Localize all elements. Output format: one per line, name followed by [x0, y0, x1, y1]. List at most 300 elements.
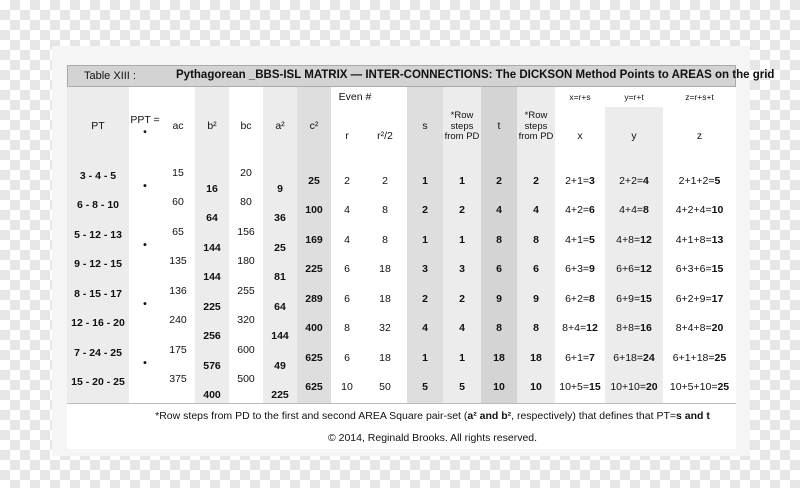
cell-r [331, 285, 363, 315]
cell-pt-text: 7 - 24 - 25 [74, 346, 122, 359]
header-c2: c² [297, 87, 331, 167]
cell-rs1-text: 1 [459, 174, 465, 187]
cell-y [605, 167, 663, 197]
cell-z [663, 197, 736, 227]
cell-b2 [195, 374, 229, 404]
cell-s [407, 315, 443, 345]
header-pt-text: PT [91, 120, 105, 133]
cell-z-expr: 10+5+10= [669, 381, 718, 394]
cell-x-expr: 6+3= [565, 263, 590, 276]
cell-s [407, 226, 443, 256]
cell-z-result: 17 [711, 292, 724, 305]
cell-ppt-text: • [143, 179, 147, 192]
cell-t [481, 167, 517, 197]
cell-z [663, 344, 736, 374]
cell-rs1 [443, 167, 481, 197]
cell-ppt [129, 197, 161, 227]
cell-s-text: 2 [422, 292, 428, 305]
cell-rs1 [443, 197, 481, 227]
cell-r2half [363, 167, 407, 197]
cell-a2-text: 144 [271, 330, 289, 343]
cell-z [663, 374, 736, 404]
cell-t-text: 10 [493, 381, 505, 394]
footnote-text-bold-2: s and t [676, 410, 710, 422]
cell-x-expr: 8+4= [562, 322, 587, 335]
cell-t [481, 256, 517, 286]
cell-y-expr: 10+10= [610, 381, 646, 394]
cell-y-result: 20 [645, 381, 658, 394]
cell-x-result: 15 [589, 381, 601, 394]
cell-x [555, 344, 605, 374]
cell-ac-text: 375 [169, 373, 187, 386]
cell-c2 [297, 167, 331, 197]
cell-r2half-text: 50 [379, 381, 391, 394]
cell-bc-text: 320 [237, 314, 255, 327]
table-divider [67, 403, 736, 404]
cell-ac [161, 226, 195, 256]
cell-pt-text: 3 - 4 - 5 [79, 169, 117, 182]
cell-x [555, 256, 605, 286]
cell-ac [161, 285, 195, 315]
cell-z [663, 167, 736, 197]
cell-rs1-text: 5 [459, 381, 465, 394]
cell-rs2 [517, 285, 555, 315]
cell-b2-text: 144 [203, 271, 221, 284]
cell-rs2-text: 9 [533, 292, 539, 305]
table-title-bar [67, 65, 775, 87]
cell-r-text: 6 [344, 351, 350, 364]
cell-b2-text: 400 [203, 389, 221, 402]
cell-a2 [263, 167, 297, 197]
copyright: © 2014, Reginald Brooks. All rights reserved. [327, 432, 538, 444]
cell-r2half [363, 197, 407, 227]
cell-c2-text: 100 [305, 204, 323, 217]
cell-rs2-text: 8 [533, 322, 539, 335]
cell-ppt [129, 344, 161, 374]
cell-y-expr: 8+8= [616, 322, 641, 335]
cell-ppt [129, 315, 161, 345]
cell-y [605, 285, 663, 315]
cell-x-expr: 6+1= [565, 351, 590, 364]
cell-rs2-text: 2 [533, 174, 539, 187]
cell-ac [161, 256, 195, 286]
cell-ac-text: 136 [169, 284, 187, 297]
cell-a2 [263, 197, 297, 227]
cell-s [407, 344, 443, 374]
cell-rs1 [443, 285, 481, 315]
cell-a2-text: 9 [277, 182, 283, 195]
cell-bc [229, 256, 263, 286]
cell-r2half [363, 285, 407, 315]
cell-b2 [195, 285, 229, 315]
cell-ac [161, 197, 195, 227]
cell-a2-text: 64 [274, 300, 286, 313]
cell-b2 [195, 315, 229, 345]
cell-rs2 [517, 167, 555, 197]
cell-ppt-text: • [143, 238, 147, 251]
cell-bc-text: 80 [240, 196, 252, 209]
cell-a2 [263, 285, 297, 315]
cell-t [481, 315, 517, 345]
cell-y [605, 344, 663, 374]
cell-bc [229, 344, 263, 374]
cell-x [555, 315, 605, 345]
cell-ppt [129, 285, 161, 315]
header-x: x [577, 130, 583, 143]
cell-bc [229, 374, 263, 404]
cell-t-text: 8 [496, 233, 502, 246]
cell-r-text: 6 [344, 292, 350, 305]
cell-y-result: 24 [643, 351, 655, 364]
cell-y-expr: 6+18= [613, 351, 644, 364]
cell-a2-text: 81 [274, 271, 286, 284]
cell-a2 [263, 256, 297, 286]
header-z-formula: z=r+s+t [685, 92, 714, 103]
cell-z [663, 285, 736, 315]
even-label: Even # [338, 91, 372, 104]
cell-rs1-text: 3 [459, 263, 465, 276]
table-title: Pythagorean _BBS-ISL MATRIX — INTER-CONNECTIONS: The DICKSON Method Points to AREAS on the grid [176, 69, 775, 81]
cell-y-expr: 6+9= [616, 292, 641, 305]
cell-r [331, 256, 363, 286]
cell-r2half-text: 18 [379, 292, 391, 305]
cell-ac-text: 15 [172, 166, 184, 179]
cell-bc [229, 285, 263, 315]
cell-z-result: 15 [711, 263, 724, 276]
header-z: z [696, 130, 703, 143]
cell-bc-text: 156 [237, 225, 255, 238]
cell-bc-text: 20 [240, 166, 252, 179]
cell-z-result: 20 [711, 322, 724, 335]
header-y-formula: y=r+t [624, 92, 644, 103]
cell-pt [67, 226, 129, 256]
cell-r-text: 2 [344, 174, 350, 187]
cell-ac [161, 167, 195, 197]
cell-b2-text: 144 [203, 241, 221, 254]
header-t: t [481, 87, 517, 167]
cell-s-text: 4 [422, 322, 428, 335]
cell-r2half [363, 344, 407, 374]
cell-ppt-text: • [143, 297, 147, 310]
cell-x [555, 285, 605, 315]
header-b2: b² [195, 87, 229, 167]
cell-r2half-text: 2 [382, 174, 388, 187]
cell-z-expr: 8+4+8= [675, 322, 712, 335]
cell-s [407, 256, 443, 286]
cell-b2 [195, 197, 229, 227]
cell-r2half [363, 226, 407, 256]
cell-ppt [129, 226, 161, 256]
cell-y [605, 256, 663, 286]
cell-ac-text: 240 [169, 314, 187, 327]
cell-b2 [195, 226, 229, 256]
header-row-steps-2: *Row steps from PD [517, 87, 555, 167]
cell-pt [67, 344, 129, 374]
cell-t-text: 9 [496, 292, 502, 305]
cell-s-text: 2 [422, 204, 428, 217]
cell-r-text: 10 [341, 381, 353, 394]
cell-rs2-text: 6 [533, 263, 539, 276]
header-s: s [407, 87, 443, 167]
cell-c2 [297, 374, 331, 404]
header-a2: a² [263, 87, 297, 167]
cell-r-text: 4 [344, 233, 350, 246]
cell-ac [161, 374, 195, 404]
cell-t [481, 226, 517, 256]
cell-rs2-text: 10 [530, 381, 542, 394]
cell-rs1-text: 2 [459, 292, 465, 305]
cell-t [481, 285, 517, 315]
cell-pt [67, 285, 129, 315]
cell-b2-text: 64 [206, 212, 218, 225]
cell-s-text: 1 [422, 351, 428, 364]
cell-ac [161, 315, 195, 345]
cell-rs2-text: 8 [533, 233, 539, 246]
cell-x-expr: 6+2= [565, 292, 590, 305]
document [52, 46, 775, 456]
cell-rs2-text: 4 [533, 204, 539, 217]
cell-r [331, 226, 363, 256]
cell-ac-text: 65 [172, 225, 184, 238]
header-y: y [605, 107, 663, 167]
cell-rs2-text: 18 [530, 351, 542, 364]
cell-t-text: 6 [496, 263, 502, 276]
cell-x-result: 9 [589, 263, 595, 276]
footnote-text-1: *Row steps from PD to the first and second AREA Square pair-set ( [155, 410, 468, 422]
cell-z-expr: 6+1+18= [672, 351, 715, 364]
cell-s [407, 285, 443, 315]
cell-r2half-text: 18 [379, 263, 391, 276]
cell-s [407, 197, 443, 227]
cell-x [555, 197, 605, 227]
cell-t-text: 18 [493, 351, 505, 364]
cell-t-text: 4 [496, 204, 502, 217]
header-ac: ac [172, 120, 184, 133]
cell-y-expr: 6+6= [616, 263, 641, 276]
cell-pt-text: 5 - 12 - 13 [74, 228, 122, 241]
cell-c2 [297, 226, 331, 256]
cell-x-result: 12 [586, 322, 598, 335]
cell-r2half [363, 374, 407, 404]
cell-a2-text: 36 [274, 212, 286, 225]
footnote-text-2: , respectively) that defines that PT= [511, 410, 676, 422]
cell-t [481, 197, 517, 227]
cell-r [331, 374, 363, 404]
cell-c2 [297, 285, 331, 315]
cell-x-result: 3 [589, 174, 595, 187]
cell-x-result: 6 [589, 204, 595, 217]
cell-b2-text: 16 [206, 182, 218, 195]
cell-rs2 [517, 315, 555, 345]
cell-pt [67, 197, 129, 227]
cell-y [605, 197, 663, 227]
cell-z [663, 315, 736, 345]
cell-a2-text: 225 [271, 389, 289, 402]
cell-z-expr: 4+2+4= [675, 204, 712, 217]
cell-z [663, 256, 736, 286]
cell-r2half-text: 8 [382, 233, 388, 246]
cell-pt-text: 9 - 12 - 15 [74, 258, 122, 271]
cell-c2-text: 225 [305, 263, 323, 276]
cell-r2half [363, 315, 407, 345]
cell-s [407, 374, 443, 404]
cell-z-expr: 2+1+2= [678, 174, 715, 187]
cell-y-expr: 4+4= [619, 204, 644, 217]
cell-bc [229, 315, 263, 345]
cell-s [407, 167, 443, 197]
cell-bc-text: 600 [237, 343, 255, 356]
header-r: r [345, 130, 349, 143]
cell-x-result: 5 [589, 233, 595, 246]
cell-b2 [195, 344, 229, 374]
cell-y-result: 12 [640, 233, 652, 246]
cell-z-expr: 6+2+9= [675, 292, 712, 305]
cell-ac-text: 175 [169, 343, 187, 356]
cell-rs1 [443, 315, 481, 345]
cell-c2 [297, 197, 331, 227]
cell-z-result: 25 [717, 381, 730, 394]
cell-s-text: 3 [422, 263, 428, 276]
cell-c2-text: 400 [305, 322, 323, 335]
cell-pt [67, 315, 129, 345]
cell-x-expr: 4+1= [565, 233, 590, 246]
cell-b2-text: 576 [203, 359, 221, 372]
cell-ppt-text: • [143, 356, 147, 369]
cell-t [481, 344, 517, 374]
cell-r [331, 197, 363, 227]
cell-r2half-text: 32 [379, 322, 391, 335]
cell-pt-text: 12 - 16 - 20 [71, 317, 125, 330]
matrix-table [67, 87, 736, 449]
footnote [129, 405, 736, 427]
cell-r-text: 6 [344, 263, 350, 276]
cell-rs1 [443, 344, 481, 374]
cell-r [331, 167, 363, 197]
cell-rs2 [517, 344, 555, 374]
cell-rs2 [517, 374, 555, 404]
cell-ac-text: 60 [172, 196, 184, 209]
cell-ppt [129, 374, 161, 404]
cell-x-expr: 2+1= [565, 174, 590, 187]
cell-z-result: 10 [711, 204, 724, 217]
cell-y [605, 374, 663, 404]
cell-r-text: 8 [344, 322, 350, 335]
cell-c2 [297, 256, 331, 286]
cell-c2-text: 25 [308, 174, 320, 187]
cell-y-expr: 2+2= [619, 174, 644, 187]
table-label: Table XIII : [84, 70, 136, 82]
cell-pt-text: 6 - 8 - 10 [76, 199, 120, 212]
cell-bc [229, 197, 263, 227]
cell-x-result: 7 [589, 351, 595, 364]
cell-ac [161, 344, 195, 374]
cell-rs2 [517, 256, 555, 286]
cell-pt [67, 256, 129, 286]
cell-bc-text: 500 [237, 373, 255, 386]
cell-bc-text: 255 [237, 284, 255, 297]
cell-x-expr: 10+5= [559, 381, 590, 394]
cell-z-expr: 6+3+6= [675, 263, 712, 276]
cell-t-text: 8 [496, 322, 502, 335]
cell-a2 [263, 374, 297, 404]
cell-t [481, 374, 517, 404]
cell-r2half-text: 8 [382, 204, 388, 217]
cell-c2-text: 625 [305, 351, 323, 364]
cell-y [605, 315, 663, 345]
header-ppt-text: PPT = • [130, 114, 160, 138]
header-ppt [129, 87, 161, 167]
cell-s-text: 1 [422, 233, 428, 246]
cell-bc [229, 226, 263, 256]
cell-rs2 [517, 226, 555, 256]
cell-a2 [263, 344, 297, 374]
header-x-formula: x=r+s [569, 92, 591, 103]
cell-pt [67, 167, 129, 197]
cell-r2half [363, 256, 407, 286]
cell-b2 [195, 256, 229, 286]
cell-y-result: 15 [640, 292, 652, 305]
header-bc: bc [240, 120, 252, 133]
cell-b2-text: 225 [203, 300, 221, 313]
cell-rs1 [443, 256, 481, 286]
cell-rs2 [517, 197, 555, 227]
cell-rs1 [443, 374, 481, 404]
cell-ppt [129, 256, 161, 286]
cell-b2-text: 256 [203, 330, 221, 343]
cell-a2 [263, 315, 297, 345]
cell-z-expr: 4+1+8= [675, 233, 712, 246]
cell-x-result: 8 [589, 292, 595, 305]
cell-x-expr: 4+2= [565, 204, 590, 217]
cell-r2half-text: 18 [379, 351, 391, 364]
cell-r [331, 315, 363, 345]
cell-z-result: 13 [711, 233, 724, 246]
cell-x [555, 167, 605, 197]
cell-c2-text: 625 [305, 381, 323, 394]
cell-a2-text: 49 [274, 359, 286, 372]
cell-y-result: 16 [640, 322, 652, 335]
cell-y-result: 12 [640, 263, 652, 276]
cell-z-result: 25 [714, 351, 727, 364]
cell-c2 [297, 315, 331, 345]
cell-ppt [129, 167, 161, 197]
cell-c2-text: 169 [305, 233, 323, 246]
cell-y-result: 4 [643, 174, 649, 187]
cell-s-text: 1 [422, 174, 428, 187]
cell-t-text: 2 [496, 174, 502, 187]
cell-r-text: 4 [344, 204, 350, 217]
cell-rs1 [443, 226, 481, 256]
cell-bc-text: 180 [237, 255, 255, 268]
cell-c2-text: 289 [305, 292, 323, 305]
cell-bc [229, 167, 263, 197]
cell-x [555, 374, 605, 404]
cell-b2 [195, 167, 229, 197]
cell-y-expr: 4+8= [616, 233, 641, 246]
cell-c2 [297, 344, 331, 374]
cell-rs1-text: 1 [459, 233, 465, 246]
header-row-steps-1: *Row steps from PD [443, 87, 481, 167]
cell-y [605, 226, 663, 256]
cell-rs1-text: 2 [459, 204, 465, 217]
footnote-text-bold-1: a² and b² [467, 410, 512, 422]
cell-x [555, 226, 605, 256]
header-pt [67, 87, 129, 167]
cell-pt-text: 8 - 15 - 17 [74, 287, 122, 300]
cell-pt-text: 15 - 20 - 25 [71, 376, 125, 389]
cell-rs1-text: 4 [459, 322, 465, 335]
header-r2half: r²/2 [377, 130, 393, 143]
